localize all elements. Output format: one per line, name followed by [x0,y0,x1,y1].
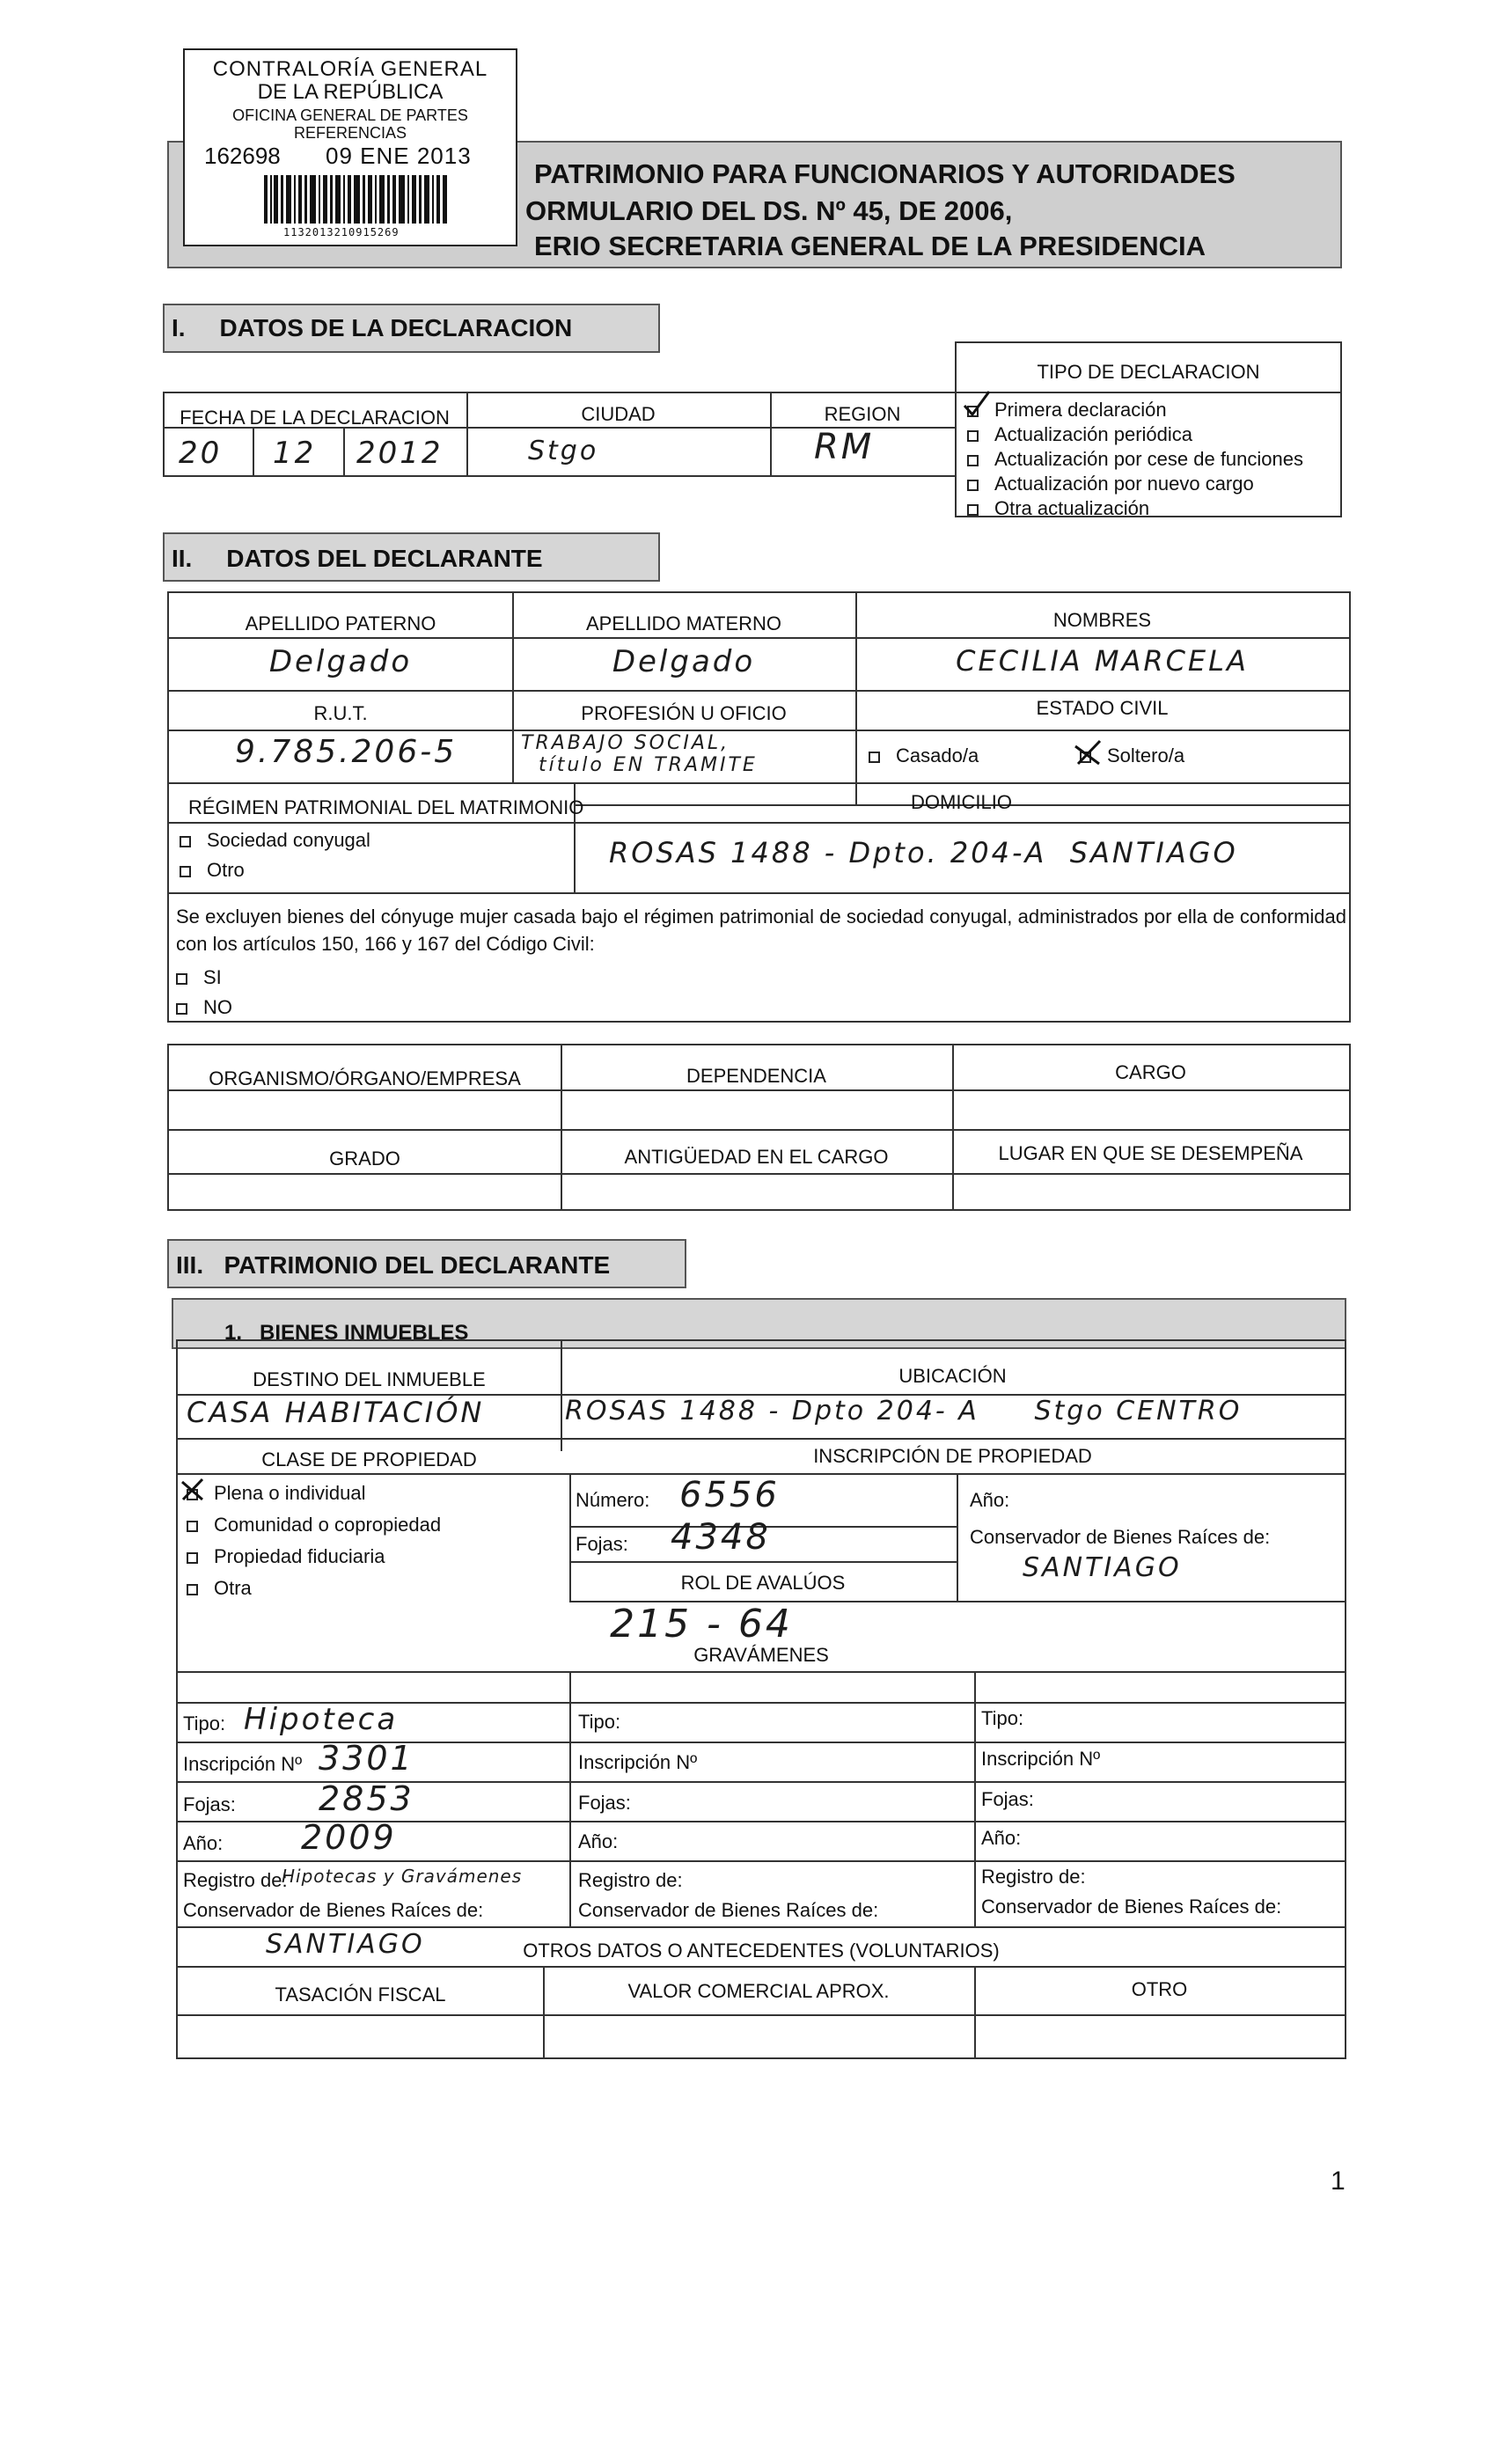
barcode-image [264,175,449,224]
antiguedad-label: ANTIGÜEDAD EN EL CARGO [624,1146,889,1168]
apellido-materno-value[interactable]: Delgado [612,644,756,679]
barcode-text: 1132013210915269 [283,226,400,238]
rut-label: R.U.T. [313,702,368,724]
tipo-option-primera[interactable] [967,399,1303,423]
profesion-value-2[interactable]: título EN TRAMITE [539,754,758,776]
header-line-2: ORMULARIO DEL DS. Nº 45, DE 2006, [525,195,1013,226]
si-label: SI [203,966,222,988]
g3-tipo-label: Tipo: [981,1707,1024,1729]
cargo-table [167,1044,1351,1211]
checkbox-otro[interactable] [180,866,191,877]
checkbox-no[interactable] [176,1003,187,1015]
anio-label: Año: [970,1489,1010,1511]
tipo-option-label: Actualización por cese de funciones [994,448,1303,470]
otro-field[interactable] [976,2016,1343,2057]
checkbox-comunidad[interactable] [187,1521,198,1532]
g3-inscripcion-label: Inscripción Nº [981,1748,1101,1770]
section-3-title-text: III. PATRIMONIO DEL DECLARANTE [176,1251,611,1279]
organismo-label: ORGANISMO/ÓRGANO/EMPRESA [209,1067,521,1089]
dependencia-field[interactable] [562,1091,950,1128]
cargo-label: CARGO [1115,1061,1186,1083]
g2-registro-label: Registro de: [578,1869,683,1891]
conservador-value[interactable]: SANTIAGO [1023,1552,1182,1583]
g3-conservador-label: Conservador de Bienes Raíces de: [981,1896,1282,1918]
checkbox-periodica[interactable] [967,430,979,442]
numero-value[interactable]: 6556 [679,1475,780,1515]
checkbox-sociedad[interactable] [180,836,191,847]
excluyen-si[interactable] [176,966,222,989]
apellido-paterno-value[interactable]: Delgado [268,644,413,679]
conservador-label: Conservador de Bienes Raíces de: [970,1526,1271,1548]
organismo-field[interactable] [169,1091,559,1128]
g1-fojas-value[interactable]: 2853 [319,1779,414,1818]
soltero-label: Soltero/a [1107,744,1185,766]
gravamenes-label: GRAVÁMENES [693,1644,829,1666]
domicilio-value[interactable]: ROSAS 1488 - Dpto. 204-A SANTIAGO [609,836,1238,869]
clase-options [187,1482,441,1609]
clase-option-plena[interactable] [187,1482,441,1514]
g2-inscripcion-label: Inscripción Nº [578,1751,698,1773]
fecha-table [163,392,955,480]
fojas-label: Fojas: [576,1533,628,1555]
bienes-inmuebles-title: 1. BIENES INMUEBLES [224,1321,469,1345]
destino-value[interactable]: CASA HABITACIÓN [187,1396,485,1429]
g1-anio-value[interactable]: 2009 [301,1818,397,1857]
tipo-option-label: Actualización por nuevo cargo [994,473,1254,495]
lugar-field[interactable] [954,1175,1347,1208]
excluyen-no[interactable] [176,996,232,1019]
g3-registro-label: Registro de: [981,1866,1086,1888]
stamp-line-3: OFICINA GENERAL DE PARTES [232,106,468,124]
nombres-label: NOMBRES [1052,609,1152,631]
page-number: 1 [1331,2167,1346,2196]
checkbox-fiduciaria[interactable] [187,1552,198,1564]
clase-option-fiduciaria[interactable] [187,1545,441,1577]
g1-conservador-value[interactable]: SANTIAGO [266,1929,425,1960]
excluyen-text: Se excluyen bienes del cónyuge mujer casada bajo el régimen patrimonial de sociedad conyugal, administrados por ella de conformidad con los artículos 150, 166 y 167 del Código Civil: [176,906,1346,955]
clase-option-label: Plena o individual [214,1482,366,1504]
sociedad-label: Sociedad conyugal [207,829,370,851]
section-2-title-text: II. DATOS DEL DECLARANTE [172,545,543,572]
g2-conservador-label: Conservador de Bienes Raíces de: [578,1899,879,1921]
profesion-label: PROFESIÓN U OFICIO [581,702,787,724]
regimen-sociedad[interactable] [180,829,370,852]
tipo-option-otra[interactable] [967,497,1303,522]
ciudad-label: CIUDAD [581,403,656,425]
rol-label: ROL DE AVALÚOS [680,1572,846,1594]
otros-datos-label: OTROS DATOS O ANTECEDENTES (VOLUNTARIOS) [523,1940,1000,1962]
section-2-title [163,532,660,582]
checkmark-icon [180,1477,206,1503]
section-1-title-text: I. DATOS DE LA DECLARACION [172,314,573,341]
region-value[interactable]: RM [814,427,875,467]
clase-option-comunidad[interactable] [187,1514,441,1545]
tipo-option-cese[interactable] [967,448,1303,473]
g2-fojas-label: Fojas: [578,1792,631,1814]
otro-label: Otro [207,859,245,881]
tipo-label: TIPO DE DECLARACION [1037,361,1260,383]
g1-inscripcion-value[interactable]: 3301 [319,1739,414,1778]
casado-label: Casado/a [896,744,979,766]
numero-label: Número: [576,1489,650,1511]
g1-tipo-value[interactable]: Hipoteca [244,1702,399,1737]
fecha-label: FECHA DE LA DECLARACION [180,407,450,429]
checkbox-otra-clase[interactable] [187,1584,198,1595]
g1-fojas-label: Fojas: [183,1793,236,1815]
g2-anio-label: Año: [578,1830,619,1852]
g3-fojas-label: Fojas: [981,1788,1034,1810]
profesion-value-1[interactable]: TRABAJO SOCIAL, [521,732,730,754]
rut-value[interactable]: 9.785.206-5 [235,734,458,770]
region-label: REGION [824,403,901,425]
valor-comercial-field[interactable] [545,2016,972,2057]
domicilio-label: DOMICILIO [911,791,1012,813]
tipo-option-label: Primera declaración [994,399,1167,421]
reception-stamp [183,48,517,246]
g1-tipo-label: Tipo: [183,1712,226,1734]
tipo-option-label: Otra actualización [994,497,1150,519]
tipo-options [967,399,1303,522]
stamp-line-2: DE LA REPÚBLICA [257,80,444,104]
section-3-title [167,1239,686,1288]
checkmark-icon [1073,737,1104,769]
ciudad-value[interactable]: Stgo [528,436,599,466]
nombres-value[interactable]: CECILIA MARCELA [956,644,1249,678]
stamp-number: 162698 [204,143,281,169]
ubicacion-value[interactable]: ROSAS 1488 - Dpto 204- A Stgo CENTRO [565,1396,1243,1426]
declarante-table [167,591,1351,1023]
apellido-paterno-label: APELLIDO PATERNO [245,612,436,634]
fecha-day[interactable]: 20 [179,436,223,471]
g1-inscripcion-label: Inscripción Nº [183,1753,303,1775]
no-label: NO [203,996,232,1018]
clase-label: CLASE DE PROPIEDAD [261,1448,477,1470]
grado-field[interactable] [169,1175,559,1208]
fojas-value[interactable]: 4348 [671,1517,771,1558]
checkbox-si[interactable] [176,973,187,985]
g1-registro-value[interactable]: Hipotecas y Gravámenes [282,1866,523,1887]
checkbox-casado[interactable] [869,752,880,763]
clase-option-label: Otra [214,1577,252,1599]
regimen-otro[interactable] [180,859,245,882]
g3-anio-label: Año: [981,1827,1022,1849]
lugar-label: LUGAR EN QUE SE DESEMPEÑA [998,1142,1303,1164]
clase-option-otra[interactable] [187,1577,441,1609]
inmueble-table [176,1339,1346,2059]
g1-registro-label: Registro de: [183,1869,288,1891]
clase-option-label: Propiedad fiduciaria [214,1545,385,1567]
tipo-option-nuevo-cargo[interactable] [967,473,1303,497]
checkbox-cese[interactable] [967,455,979,466]
stamp-line-4: REFERENCIAS [293,124,407,142]
g1-conservador-label: Conservador de Bienes Raíces de: [183,1899,484,1921]
valor-comercial-label: VALOR COMERCIAL APROX. [627,1980,890,2002]
stamp-line-1: CONTRALORÍA GENERAL [212,57,488,81]
checkmark-icon [962,390,992,420]
fecha-year[interactable]: 2012 [356,436,444,471]
section-1-title [163,304,660,353]
cargo-field[interactable] [954,1091,1347,1128]
antiguedad-field[interactable] [562,1175,950,1208]
regimen-label: RÉGIMEN PATRIMONIAL DEL MATRIMONIO [188,796,584,818]
header-line-1: PATRIMONIO PARA FUNCIONARIOS Y AUTORIDADES [534,158,1236,189]
tipo-option-periodica[interactable] [967,423,1303,448]
clase-option-label: Comunidad o copropiedad [214,1514,442,1536]
estado-civil-label: ESTADO CIVIL [1036,697,1169,719]
tasacion-field[interactable] [178,2016,541,2057]
estado-soltero[interactable] [1080,744,1184,767]
header-line-3: ERIO SECRETARIA GENERAL DE LA PRESIDENCIA [534,231,1206,261]
destino-label: DESTINO DEL INMUEBLE [253,1368,486,1390]
checkbox-otra[interactable] [967,504,979,516]
apellido-materno-label: APELLIDO MATERNO [585,612,782,634]
tipo-declaracion-box [955,341,1342,517]
checkbox-nuevo-cargo[interactable] [967,480,979,491]
tasacion-label: TASACIÓN FISCAL [275,1984,446,2006]
dependencia-label: DEPENDENCIA [686,1065,826,1087]
grado-label: GRADO [329,1148,400,1170]
fecha-month[interactable]: 12 [273,436,317,471]
tipo-option-label: Actualización periódica [994,423,1193,445]
rol-value[interactable]: 215 - 64 [610,1602,793,1646]
g2-tipo-label: Tipo: [578,1711,621,1733]
inscripcion-label: INSCRIPCIÓN DE PROPIEDAD [813,1445,1092,1467]
stamp-date: 09 ENE 2013 [326,143,472,169]
otro-label: OTRO [1131,1978,1188,2000]
g1-anio-label: Año: [183,1832,224,1854]
ubicacion-label: UBICACIÓN [898,1365,1007,1387]
estado-casado[interactable] [869,744,979,767]
